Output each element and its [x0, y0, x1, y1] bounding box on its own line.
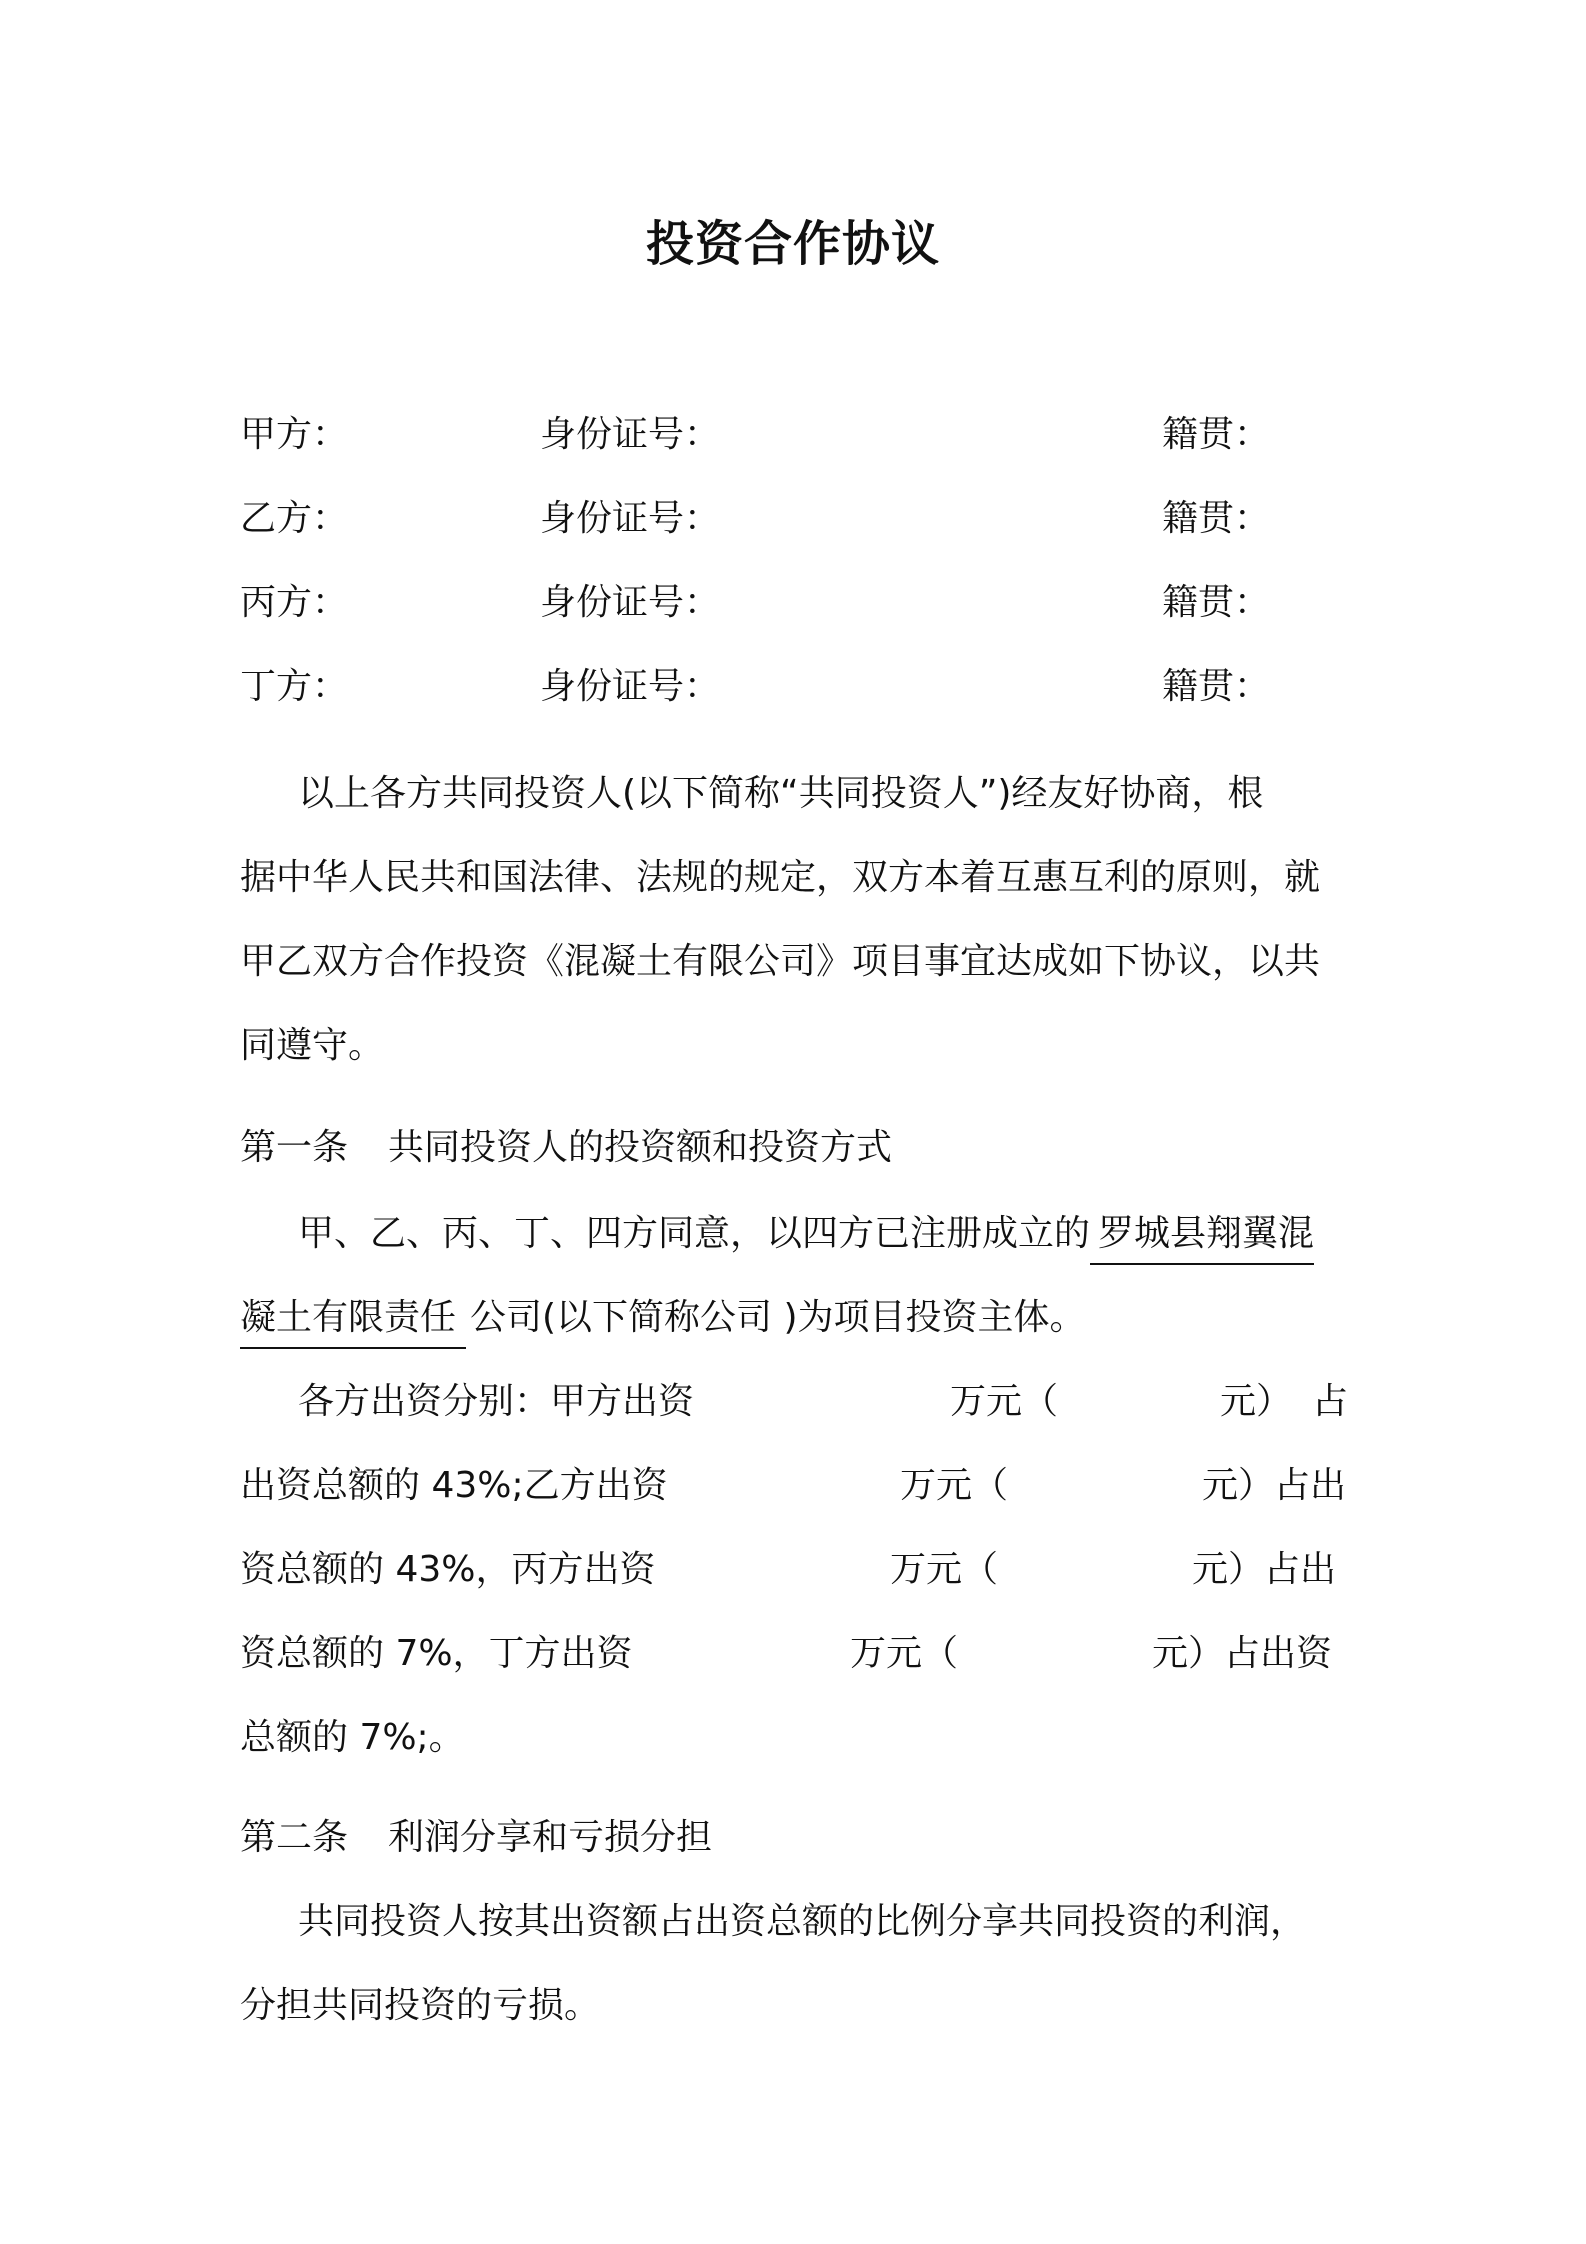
contribution-line: 总额的 7%;。 — [240, 1717, 465, 1758]
contribution-unit: 元）占出 — [1202, 1465, 1347, 1506]
contribution-text: 占 — [1312, 1381, 1349, 1422]
preamble-line: 据中华人民共和国法律、法规的规定，双方本着互惠互利的原则，就 — [240, 857, 1321, 898]
preamble-line: 以上各方共同投资人(以下简称“共同投资人”)经友好协商，根 — [298, 773, 1264, 814]
company-name-fill: 罗城县翔翼混 — [1090, 1209, 1314, 1265]
contribution-line — [240, 1458, 1350, 1514]
article-2-paragraph-line: 分担共同投资的亏损。 — [240, 1985, 601, 2026]
article-number: 第一条 — [240, 1127, 349, 1168]
contribution-unit: 元）占出资 — [1152, 1633, 1333, 1674]
contribution-text: 资总额的 43%，丙方出资 — [240, 1549, 656, 1590]
paragraph-text: 公司(以下简称公司 )为项目投资主体。 — [470, 1297, 1086, 1338]
article-title: 利润分享和亏损分担 — [388, 1817, 713, 1858]
contribution-unit: 万元（ — [900, 1465, 1009, 1506]
contribution-text: 各方出资分别：甲方出资 — [298, 1381, 695, 1422]
party-origin-label: 籍贯： — [1162, 582, 1271, 623]
paragraph-text: 甲、乙、丙、丁、四方同意，以四方已注册成立的 — [298, 1213, 1091, 1254]
contribution-text: 资总额的 7%，丁方出资 — [240, 1633, 633, 1674]
article-1-paragraph-line — [240, 1290, 1086, 1346]
party-origin-label: 籍贯： — [1162, 414, 1271, 455]
document-title: 投资合作协议 — [645, 216, 940, 272]
article-2-heading — [240, 1810, 712, 1866]
preamble-line: 甲乙双方合作投资《混凝土有限公司》项目事宜达成如下协议，以共 — [240, 941, 1321, 982]
party-id-label: 身份证号： — [540, 498, 721, 539]
contribution-unit: 元） — [1220, 1381, 1293, 1422]
party-id-label: 身份证号： — [540, 582, 721, 623]
party-row-d — [240, 662, 1350, 712]
contribution-line — [240, 1542, 1350, 1598]
party-row-c — [240, 578, 1350, 628]
party-origin-label: 籍贯： — [1162, 666, 1271, 707]
article-1-paragraph-line — [298, 1206, 1314, 1262]
party-row-b — [240, 494, 1350, 544]
party-name-label: 乙方： — [240, 498, 349, 539]
contribution-unit: 万元（ — [890, 1549, 999, 1590]
party-id-label: 身份证号： — [540, 414, 721, 455]
company-name-fill: 凝土有限责任 — [240, 1293, 466, 1349]
contribution-line — [240, 1626, 1350, 1682]
party-name-label: 甲方： — [240, 414, 349, 455]
party-name-label: 丁方： — [240, 666, 349, 707]
contribution-unit: 万元（ — [950, 1381, 1059, 1422]
party-id-label: 身份证号： — [540, 666, 721, 707]
contribution-unit: 万元（ — [850, 1633, 959, 1674]
contribution-text: 出资总额的 43%;乙方出资 — [240, 1465, 668, 1506]
party-name-label: 丙方： — [240, 582, 349, 623]
article-2-paragraph-line: 共同投资人按其出资额占出资总额的比例分享共同投资的利润， — [298, 1901, 1307, 1942]
article-1-heading — [240, 1120, 892, 1176]
article-title: 共同投资人的投资额和投资方式 — [388, 1127, 893, 1168]
contribution-unit: 元）占出 — [1192, 1549, 1337, 1590]
party-row-a — [240, 410, 1350, 460]
contribution-line — [240, 1374, 1350, 1430]
article-number: 第二条 — [240, 1817, 349, 1858]
party-origin-label: 籍贯： — [1162, 498, 1271, 539]
preamble-line: 同遵守。 — [240, 1025, 385, 1066]
